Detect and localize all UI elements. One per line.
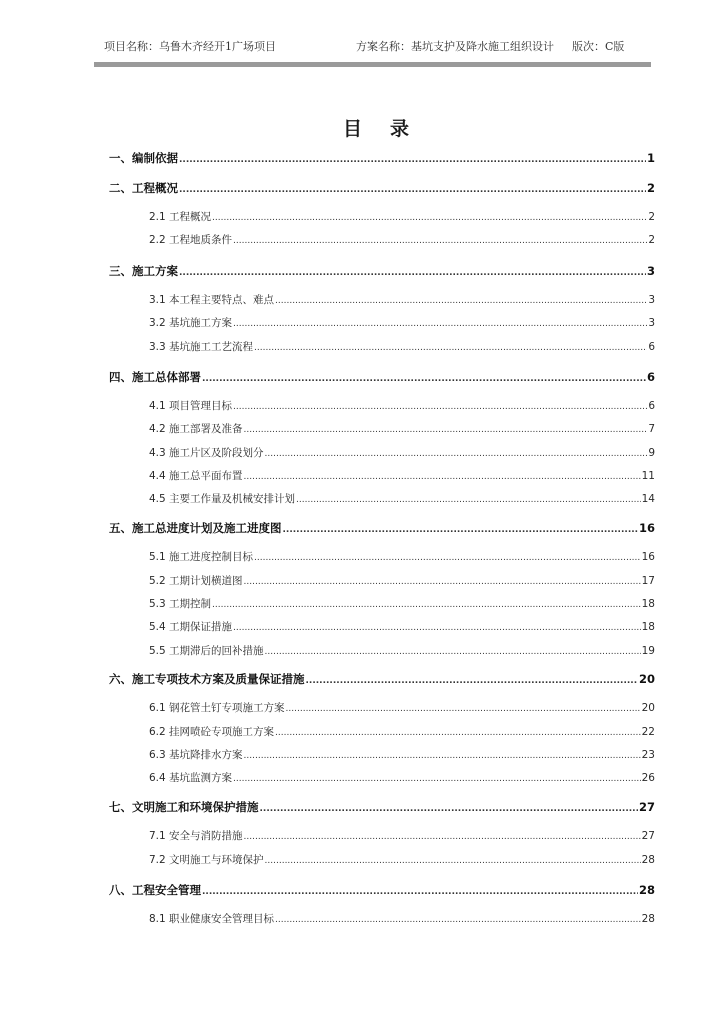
toc-subsection-link[interactable]: [149, 209, 655, 224]
toc-entry-label: 八、工程安全管理: [109, 883, 201, 897]
toc-page-number: 7: [648, 423, 655, 435]
dot-leader: [265, 854, 641, 866]
toc-page-number: 6: [648, 341, 655, 353]
toc-subsection-link[interactable]: [149, 596, 655, 611]
toc-entry-label: 七、文明施工和环境保护措施: [109, 800, 259, 814]
scheme-name: 方案名称：基坑支护及降水施工组织设计: [356, 40, 554, 53]
toc-section-link[interactable]: [109, 520, 655, 536]
toc-section-link[interactable]: [109, 263, 655, 279]
toc-subsection-link[interactable]: [149, 421, 655, 436]
toc-subsection-link[interactable]: [149, 468, 655, 483]
toc-entry-label: 4.3 施工片区及阶段划分: [149, 447, 264, 459]
toc-subsection-link[interactable]: [149, 315, 655, 330]
toc-page-number: 27: [641, 830, 655, 842]
dot-leader: [254, 551, 641, 563]
toc-entry-label: 7.1 安全与消防措施: [149, 830, 243, 842]
toc-entry-label: 4.4 施工总平面布置: [149, 470, 243, 482]
toc-page-number: 22: [641, 726, 655, 738]
dot-leader: [233, 317, 647, 329]
toc-entry-label: 6.4 基坑监测方案: [149, 772, 233, 784]
toc-page-number: 18: [641, 621, 655, 633]
dot-leader: [212, 598, 641, 610]
toc-page-number: 17: [641, 575, 655, 587]
toc-entry-label: 6.2 挂网喷砼专项施工方案: [149, 726, 275, 738]
toc-page-number: 3: [648, 317, 655, 329]
toc-entry-label: 2.1 工程概况: [149, 211, 212, 223]
toc-entry-label: 5.5 工期滞后的回补措施: [149, 645, 264, 657]
toc-entry-label: 6.3 基坑降排水方案: [149, 749, 243, 761]
toc-subsection-link[interactable]: [149, 573, 655, 588]
toc-page-number: 14: [641, 493, 655, 505]
toc-section-link[interactable]: [109, 882, 655, 898]
dot-leader: [212, 211, 647, 223]
toc-section-link[interactable]: [109, 180, 655, 196]
toc-entry-label: 4.5 主要工作量及机械安排计划: [149, 493, 296, 505]
dot-leader: [275, 294, 647, 306]
dot-leader: [275, 913, 641, 925]
toc-title: 目录: [342, 118, 437, 140]
toc-entry-label: 5.4 工期保证措施: [149, 621, 233, 633]
toc-entry-label: 5.2 工期计划横道图: [149, 575, 243, 587]
toc-page-number: 2: [648, 211, 655, 223]
toc-page-number: 18: [641, 598, 655, 610]
toc-page-number: 3: [646, 264, 655, 278]
toc-entry-label: 二、工程概况: [109, 181, 178, 195]
dot-leader: [260, 800, 638, 814]
dot-leader: [244, 830, 641, 842]
toc-entry-label: 7.2 文明施工与环境保护: [149, 854, 264, 866]
toc-page-number: 16: [641, 551, 655, 563]
toc-subsection-link[interactable]: [149, 292, 655, 307]
dot-leader: [179, 151, 646, 165]
dot-leader: [254, 341, 647, 353]
toc-page-number: 3: [648, 294, 655, 306]
dot-leader: [233, 772, 641, 784]
toc-page-number: 27: [638, 800, 655, 814]
toc-subsection-link[interactable]: [149, 491, 655, 506]
toc-page-number: 2: [646, 181, 655, 195]
toc-section-link[interactable]: [109, 799, 655, 815]
toc-subsection-link[interactable]: [149, 232, 655, 247]
toc-entry-label: 2.2 工程地质条件: [149, 234, 233, 246]
toc-entry-label: 三、施工方案: [109, 264, 178, 278]
toc-entry-label: 6.1 钢花管土钉专项施工方案: [149, 702, 285, 714]
toc-subsection-link[interactable]: [149, 700, 655, 715]
dot-leader: [265, 645, 641, 657]
toc-subsection-link[interactable]: [149, 619, 655, 634]
toc-page-number: 26: [641, 772, 655, 784]
toc-entry-label: 一、编制依据: [109, 151, 178, 165]
toc-page-number: 9: [648, 447, 655, 459]
toc-page-number: 20: [641, 702, 655, 714]
dot-leader: [244, 470, 641, 482]
toc-entry-label: 3.3 基坑施工工艺流程: [149, 341, 254, 353]
dot-leader: [202, 370, 646, 384]
dot-leader: [244, 575, 641, 587]
dot-leader: [283, 521, 638, 535]
toc-page-number: 23: [641, 749, 655, 761]
toc-subsection-link[interactable]: [149, 398, 655, 413]
toc-subsection-link[interactable]: [149, 724, 655, 739]
dot-leader: [179, 264, 646, 278]
toc-subsection-link[interactable]: [149, 339, 655, 354]
dot-leader: [275, 726, 641, 738]
toc-subsection-link[interactable]: [149, 549, 655, 564]
toc-page-number: 19: [641, 645, 655, 657]
project-name: 项目名称：乌鲁木齐经开1广场项目: [104, 40, 276, 53]
toc-entry-label: 六、施工专项技术方案及质量保证措施: [109, 672, 305, 686]
toc-entry-label: 5.1 施工进度控制目标: [149, 551, 254, 563]
dot-leader: [244, 423, 648, 435]
dot-leader: [233, 234, 647, 246]
dot-leader: [202, 883, 638, 897]
dot-leader: [286, 702, 641, 714]
toc-subsection-link[interactable]: [149, 445, 655, 460]
dot-leader: [233, 621, 641, 633]
toc-page-number: 28: [638, 883, 655, 897]
dot-leader: [265, 447, 648, 459]
toc-entry-label: 3.2 基坑施工方案: [149, 317, 233, 329]
toc-entry-label: 四、施工总体部署: [109, 370, 201, 384]
toc-page-number: 20: [638, 672, 655, 686]
toc-section-link[interactable]: [109, 671, 655, 687]
dot-leader: [233, 400, 647, 412]
toc-page-number: 16: [638, 521, 655, 535]
toc-page-number: 28: [641, 854, 655, 866]
toc-page-number: 6: [648, 400, 655, 412]
toc-page-number: 2: [648, 234, 655, 246]
toc-subsection-link[interactable]: [149, 911, 655, 926]
toc-entry-label: 8.1 职业健康安全管理目标: [149, 913, 275, 925]
toc-entry-label: 五、施工总进度计划及施工进度图: [109, 521, 282, 535]
toc-subsection-link[interactable]: [149, 828, 655, 843]
toc-entry-label: 3.1 本工程主要特点、难点: [149, 294, 275, 306]
dot-leader: [296, 493, 641, 505]
toc-page-number: 6: [646, 370, 655, 384]
toc-section-link[interactable]: [109, 369, 655, 385]
toc-page-number: 28: [641, 913, 655, 925]
toc-page-number: 11: [641, 470, 655, 482]
toc-entry-label: 4.2 施工部署及准备: [149, 423, 243, 435]
toc-page-number: 1: [646, 151, 655, 165]
dot-leader: [244, 749, 641, 761]
toc-entry-label: 4.1 项目管理目标: [149, 400, 233, 412]
dot-leader: [306, 672, 638, 686]
version-label: 版次：C版: [572, 40, 625, 53]
toc-subsection-link[interactable]: [149, 770, 655, 785]
dot-leader: [179, 181, 646, 195]
toc-subsection-link[interactable]: [149, 643, 655, 658]
toc-entry-label: 5.3 工期控制: [149, 598, 212, 610]
toc-subsection-link[interactable]: [149, 852, 655, 867]
toc-section-link[interactable]: [109, 150, 655, 166]
toc-subsection-link[interactable]: [149, 747, 655, 762]
